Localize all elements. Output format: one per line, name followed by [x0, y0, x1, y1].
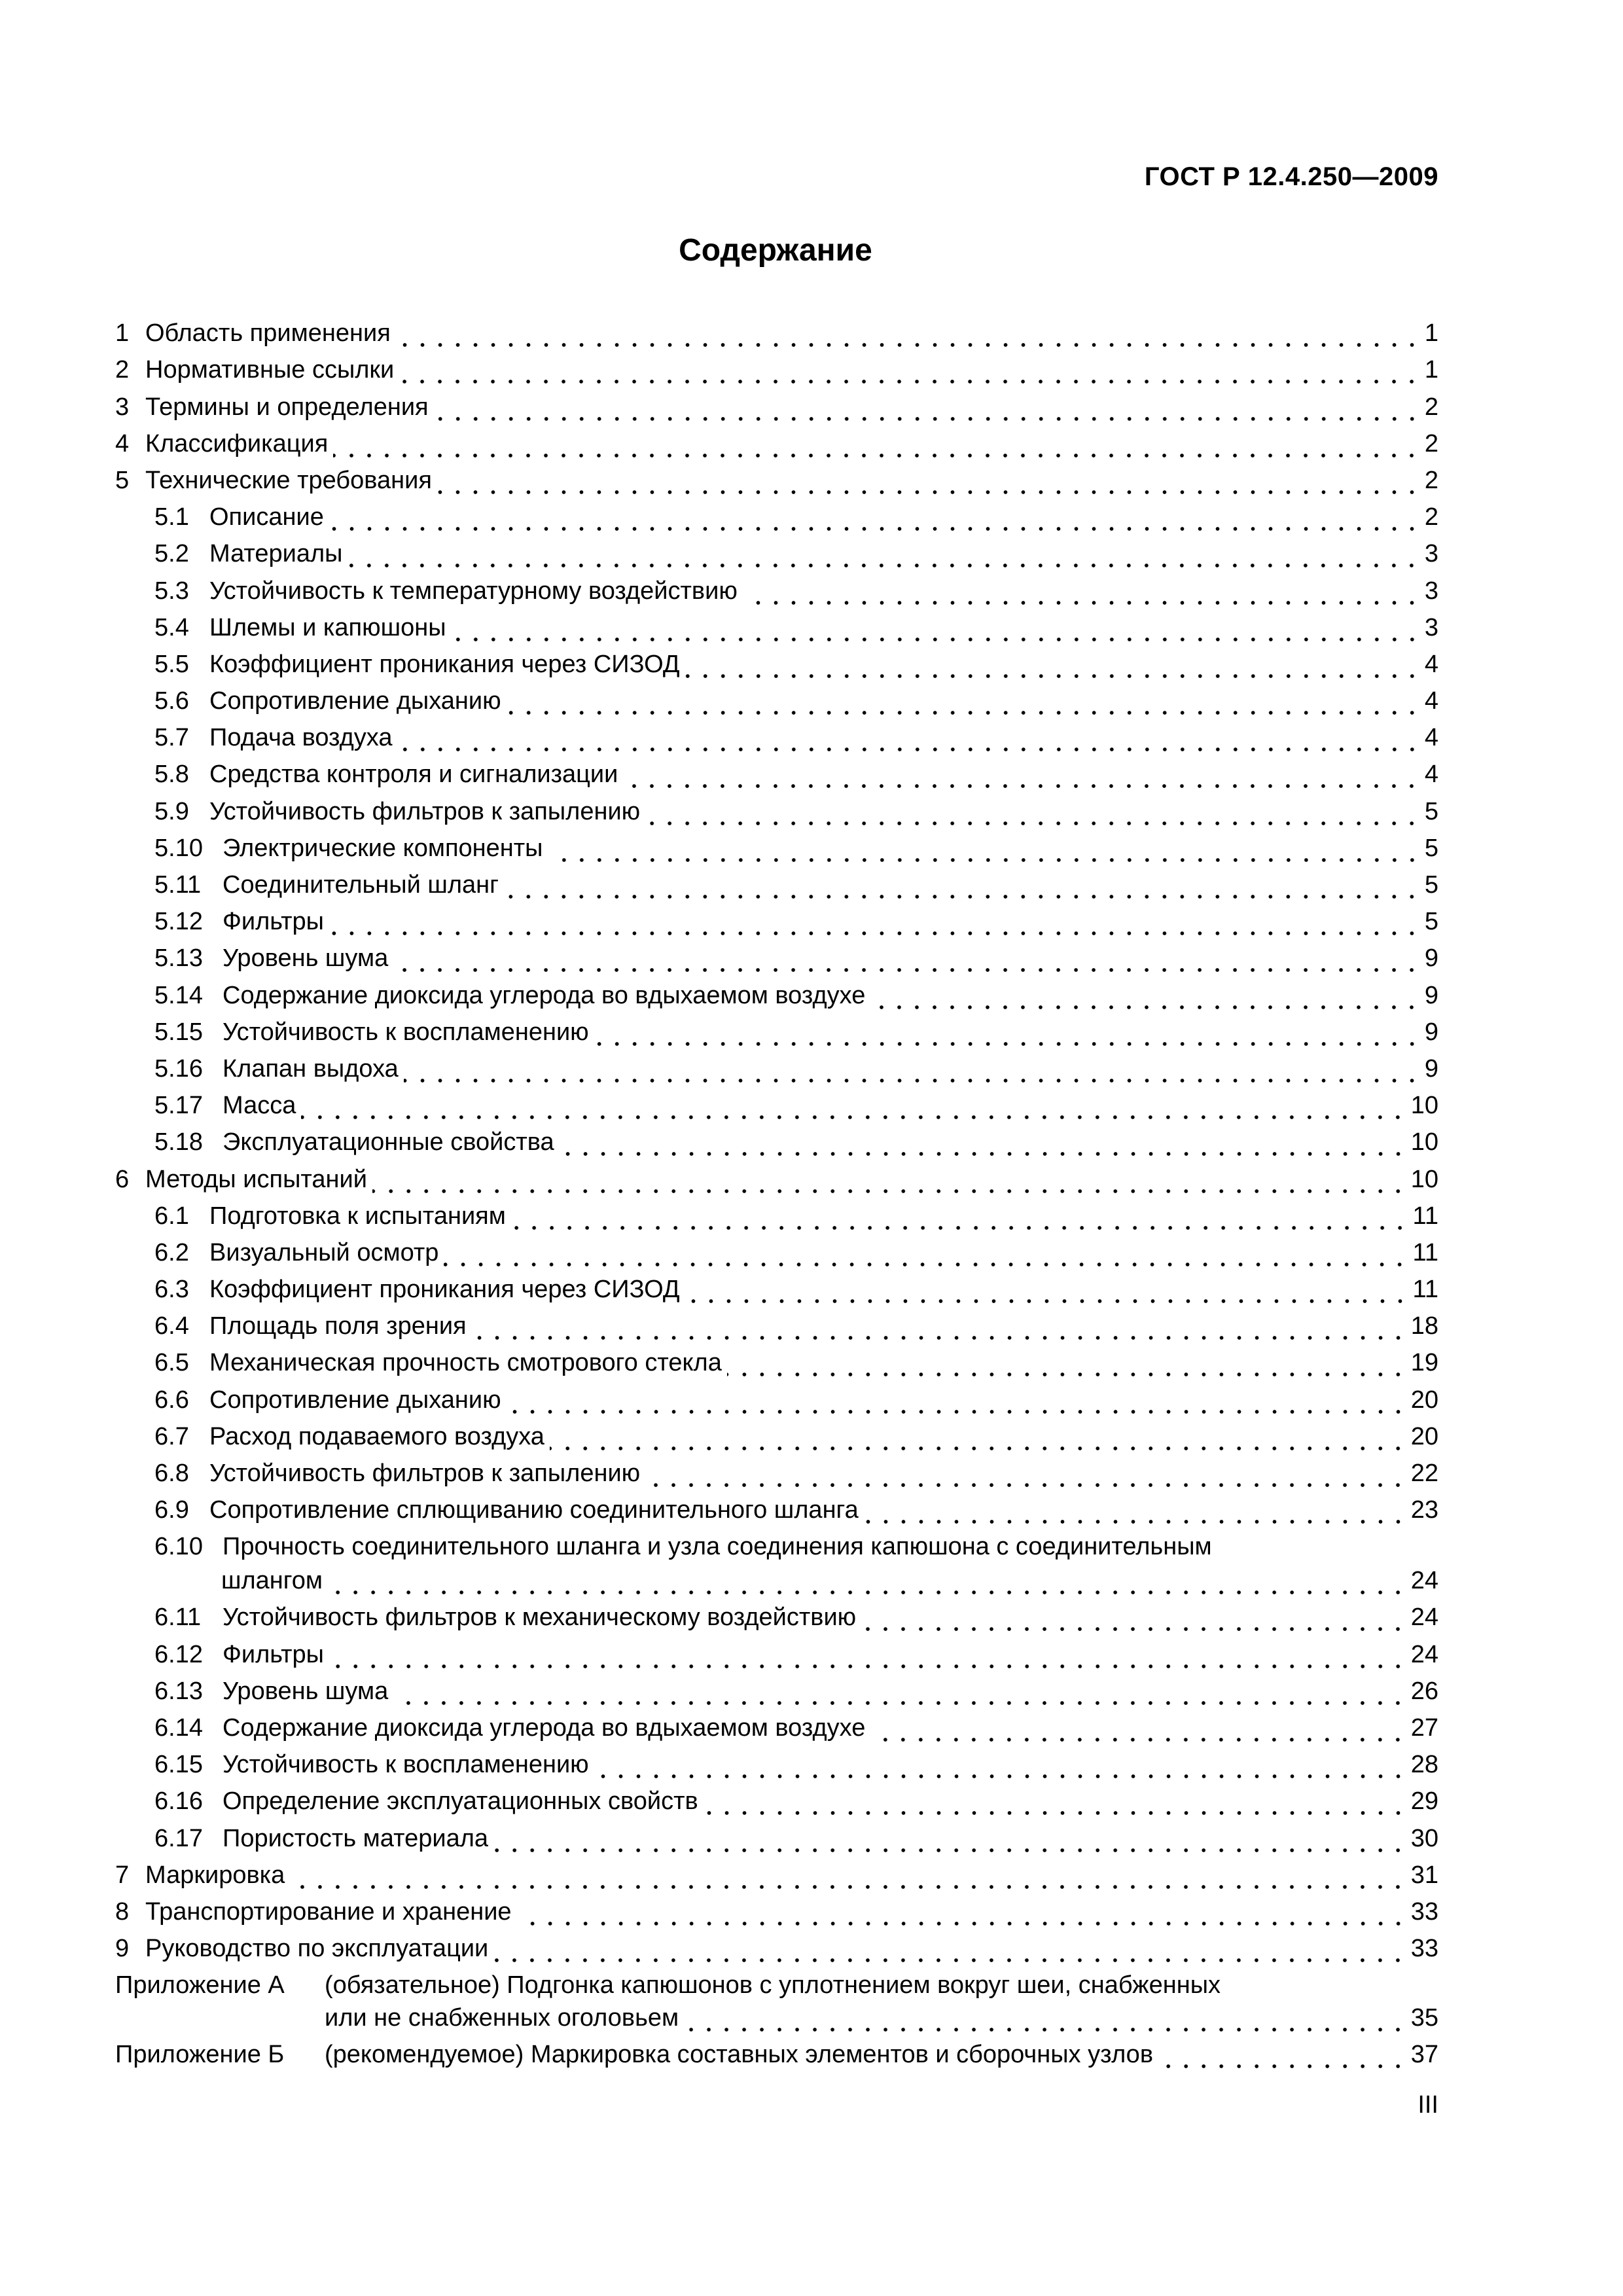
- toc-entry[interactable]: [115, 937, 1438, 973]
- toc-leader-dots: [301, 1090, 1406, 1121]
- toc-entry-page: 5: [1424, 871, 1438, 899]
- toc-entry-number: 6.10: [154, 1533, 203, 1561]
- toc-entry-number: 5.6: [154, 687, 189, 715]
- toc-entry-number: 6.13: [154, 1677, 203, 1705]
- toc-entry-page: 30: [1410, 1824, 1438, 1852]
- toc-entry-number: 2: [115, 356, 130, 384]
- toc-entry-page: 23: [1410, 1496, 1438, 1524]
- toc-entry-label: Сопротивление дыханию: [209, 1386, 501, 1414]
- toc-entry-page: 3: [1424, 613, 1438, 641]
- toc-entry-label: Содержание диоксида углерода во вдыхаемом воздухе: [223, 981, 866, 1009]
- toc-entry[interactable]: [115, 422, 1438, 459]
- toc-leader-dots: [493, 1933, 1406, 1964]
- toc-entry-page: 2: [1424, 466, 1438, 494]
- toc-entry-page: 11: [1412, 1238, 1438, 1266]
- toc-entry-page: 10: [1410, 1128, 1438, 1157]
- toc-entry-page: 4: [1424, 650, 1438, 678]
- toc-entry-number: 5.4: [154, 613, 189, 641]
- toc-entry-page: 10: [1410, 1092, 1438, 1120]
- toc-entry-page: 3: [1424, 540, 1438, 568]
- toc-leader-dots: [645, 797, 1421, 827]
- toc-entry-number: 6.16: [154, 1787, 203, 1816]
- toc-leader-dots: [1158, 2039, 1407, 2070]
- toc-leader-dots: [861, 1602, 1407, 1632]
- toc-entry[interactable]: [115, 1304, 1438, 1341]
- toc-appendix-a[interactable]: [115, 1964, 1438, 2033]
- toc-leader-dots: [727, 1348, 1407, 1378]
- toc-entry-page: 1: [1424, 319, 1438, 348]
- toc-entry-page: 24: [1410, 1640, 1438, 1668]
- toc-entry-page: 9: [1424, 981, 1438, 1009]
- toc-entry-label: Фильтры: [223, 1640, 324, 1668]
- toc-entry-page: 22: [1410, 1460, 1438, 1487]
- toc-entry-label: Руководство по эксплуатации: [145, 1935, 489, 1963]
- toc-entry-number: 9: [115, 1935, 130, 1963]
- toc-entry-page: 35: [1410, 2004, 1438, 2032]
- document-code: ГОСТ Р 12.4.250—2009: [1144, 162, 1438, 191]
- toc-entry-number: 3: [115, 393, 130, 421]
- toc-entry-page: 19: [1410, 1349, 1438, 1377]
- toc-entry-label: Сопротивление дыханию: [209, 687, 501, 715]
- toc-entry[interactable]: [115, 863, 1438, 900]
- toc-entry-page: 20: [1410, 1386, 1438, 1414]
- toc-entry[interactable]: [115, 789, 1438, 826]
- toc-leader-dots: [684, 2003, 1407, 2033]
- toc-entry-number: 5.17: [154, 1092, 203, 1120]
- toc-entry-label: Электрические компоненты: [223, 834, 543, 862]
- toc-entry-label: Клапан выдоха: [223, 1054, 399, 1083]
- toc-leader-dots: [504, 870, 1421, 900]
- toc-entry-label: Коэффициент проникания через СИЗОД: [209, 1276, 680, 1304]
- toc-entry-label: Средства контроля и сигнализации: [209, 761, 618, 789]
- toc-leader-dots: [864, 1495, 1407, 1525]
- toc-leader-dots: [434, 392, 1421, 422]
- toc-entry-page: 5: [1424, 797, 1438, 825]
- toc-entry-number: 5.12: [154, 908, 203, 936]
- toc-entry[interactable]: [115, 1706, 1438, 1743]
- toc-entry-number: 6.1: [154, 1202, 189, 1230]
- toc-leader-dots: [594, 1017, 1421, 1047]
- toc-entry-label: Механическая прочность смотрового стекла: [209, 1349, 722, 1377]
- toc-entry-number: 6.4: [154, 1312, 189, 1340]
- toc-entry[interactable]: [115, 1670, 1438, 1706]
- toc-entry-label: Устойчивость фильтров к запылению: [209, 1460, 641, 1487]
- toc-entry-label: Сопротивление сплющиванию соединительного шланга: [209, 1496, 859, 1524]
- toc-entry-label: Определение эксплуатационных свойств: [223, 1787, 698, 1816]
- toc-entry-number: 7: [115, 1861, 130, 1889]
- toc-leader-dots: [870, 1713, 1406, 1743]
- toc-leader-dots: [517, 1897, 1407, 1927]
- toc-entry-label: Уровень шума: [223, 1677, 389, 1705]
- toc-entry-number: 6.3: [154, 1276, 189, 1304]
- toc-entry[interactable]: [115, 643, 1438, 679]
- toc-entry-label: Уровень шума: [223, 944, 389, 973]
- toc-entry-page: 5: [1424, 908, 1438, 936]
- toc-leader-dots: [329, 1640, 1407, 1670]
- toc-entry[interactable]: [115, 827, 1438, 863]
- toc-entry[interactable]: [115, 1816, 1438, 1853]
- toc-entry-number: 6: [115, 1165, 130, 1193]
- toc-entry-page: 27: [1410, 1713, 1438, 1742]
- toc-entry-page: 10: [1410, 1165, 1438, 1193]
- toc-entry-number: 6.11: [154, 1604, 202, 1632]
- toc-entry[interactable]: [115, 679, 1438, 716]
- toc-entry-page: 9: [1424, 1018, 1438, 1046]
- toc-entry-label: Содержание диоксида углерода во вдыхаемом воздухе: [223, 1713, 866, 1742]
- toc-entry-label: Маркировка: [145, 1861, 285, 1889]
- toc-leader-dots: [393, 943, 1421, 973]
- toc-entry-label: Фильтры: [223, 908, 324, 936]
- toc-entry-label: Пористость материала: [223, 1824, 489, 1852]
- toc-entry-page: 2: [1424, 429, 1438, 457]
- toc-entry-label: Коэффициент проникания через СИЗОД: [209, 650, 680, 678]
- toc-entry[interactable]: [115, 1415, 1438, 1452]
- toc-entry-number: 4: [115, 429, 130, 457]
- toc-entry-number: 6.14: [154, 1713, 203, 1742]
- toc-entry[interactable]: [115, 1632, 1438, 1669]
- toc-entry-number: 5.8: [154, 761, 189, 789]
- toc-entry-number: 6.9: [154, 1496, 189, 1524]
- toc-leader-dots: [560, 1127, 1407, 1157]
- toc-leader-dots: [333, 429, 1421, 459]
- toc-entry[interactable]: [115, 1157, 1438, 1194]
- toc-leader-dots: [870, 980, 1421, 1011]
- toc-entry-label: Масса: [223, 1092, 296, 1120]
- toc-entry[interactable]: [115, 1452, 1438, 1488]
- toc-entry-label: Эксплуатационные свойства: [223, 1128, 554, 1157]
- appendix-title: (обязательное) Подгонка капюшонов с уплотнением вокруг шеи, снабженных: [325, 1971, 1221, 2000]
- toc-entry-label: Расход подаваемого воздуха: [209, 1422, 544, 1450]
- toc-entry-page: 29: [1410, 1787, 1438, 1816]
- toc-leader-dots: [399, 355, 1421, 385]
- toc-entry-number: 6.5: [154, 1349, 189, 1377]
- toc-entry[interactable]: [115, 1194, 1438, 1231]
- toc-entry-label: Подача воздуха: [209, 724, 393, 752]
- toc-entry-number: 6.12: [154, 1640, 203, 1668]
- toc-leader-dots: [594, 1749, 1407, 1780]
- toc-entry-number: 5.5: [154, 650, 189, 678]
- toc-leader-dots: [493, 1823, 1407, 1854]
- toc-entry-number: 5.14: [154, 981, 203, 1009]
- toc-entry-page: 28: [1410, 1751, 1438, 1779]
- appendix-name: Приложение А: [115, 1971, 285, 2000]
- toc-entry-page: 11: [1412, 1202, 1438, 1230]
- toc-entry[interactable]: [115, 1890, 1438, 1927]
- toc-entry-number: 5.16: [154, 1054, 203, 1083]
- toc-entry-number: 6.6: [154, 1386, 189, 1414]
- appendix-title: (рекомендуемое) Маркировка составных элементов и сборочных узлов: [325, 2041, 1154, 2069]
- toc-entry[interactable]: [115, 1596, 1438, 1632]
- toc-entry-page: 26: [1410, 1677, 1438, 1705]
- toc-entry-label: Нормативные ссылки: [145, 356, 395, 384]
- toc-entry-label: Устойчивость к воспламенению: [223, 1018, 589, 1046]
- toc-leader-dots: [348, 539, 1420, 569]
- toc-leader-dots: [290, 1860, 1406, 1890]
- toc-entry[interactable]: [115, 1378, 1438, 1414]
- toc-leader-dots: [507, 1385, 1407, 1415]
- toc-entry[interactable]: [115, 1854, 1438, 1890]
- appendix-title-continued: или не снабженных оголовьем: [325, 2004, 679, 2032]
- toc-entry[interactable]: [115, 1268, 1438, 1304]
- toc-entry-number: 5.15: [154, 1018, 203, 1046]
- toc-leader-dots: [398, 723, 1421, 753]
- toc-leader-dots: [452, 613, 1421, 643]
- toc-entry-page: 11: [1412, 1276, 1438, 1304]
- toc-leader-dots: [396, 318, 1421, 348]
- toc-entry[interactable]: [115, 1927, 1438, 1964]
- toc-entry-label: Транспортирование и хранение: [145, 1897, 512, 1926]
- toc-leader-dots: [550, 1422, 1407, 1452]
- toc-entry-number: 5.11: [154, 871, 202, 899]
- toc-entry-label: Материалы: [209, 540, 343, 568]
- toc-entry-label: Прочность соединительного шланга и узла соединения капюшона с соединительным: [223, 1533, 1212, 1561]
- toc-entry[interactable]: [115, 532, 1438, 569]
- toc-entry-label: Площадь поля зрения: [209, 1312, 467, 1340]
- toc-entry-label: Методы испытаний: [145, 1165, 367, 1193]
- appendix-name: Приложение Б: [115, 2041, 285, 2069]
- toc-entry[interactable]: [115, 348, 1438, 385]
- toc-entry-page: 33: [1410, 1935, 1438, 1963]
- toc-entry-page: 2: [1424, 393, 1438, 421]
- toc-entry-page: 5: [1424, 834, 1438, 862]
- toc-leader-dots: [507, 686, 1421, 716]
- toc-leader-dots: [743, 576, 1421, 606]
- toc-entry[interactable]: [115, 1047, 1438, 1084]
- toc-entry-6-10[interactable]: [115, 1525, 1438, 1596]
- toc-entry-number: 5.13: [154, 944, 203, 973]
- toc-entry-number: 6.17: [154, 1824, 203, 1852]
- toc-leader-dots: [548, 833, 1421, 863]
- toc-entry-number: 6.2: [154, 1238, 189, 1266]
- toc-entry-number: 5.18: [154, 1128, 203, 1157]
- toc-leader-dots: [623, 759, 1420, 789]
- toc-entry-number: 5.10: [154, 834, 203, 862]
- toc-entry-number: 8: [115, 1897, 130, 1926]
- toc-entry-number: 6.15: [154, 1751, 203, 1779]
- toc-leader-dots: [645, 1458, 1407, 1488]
- toc-entry[interactable]: [115, 1231, 1438, 1268]
- toc-leader-dots: [372, 1164, 1407, 1194]
- table-of-contents: [115, 312, 1438, 2070]
- toc-leader-dots: [329, 502, 1421, 532]
- toc-entry[interactable]: [115, 312, 1438, 348]
- toc-entry-label: Классификация: [145, 429, 329, 457]
- toc-entry-page: 20: [1410, 1422, 1438, 1450]
- toc-entry[interactable]: [115, 606, 1438, 643]
- toc-entry[interactable]: [115, 1341, 1438, 1378]
- toc-entry-label: Технические требования: [145, 466, 432, 494]
- toc-entry[interactable]: [115, 1780, 1438, 1816]
- toc-leader-dots: [685, 1274, 1409, 1304]
- toc-entry-number: 5.9: [154, 797, 189, 825]
- toc-entry-label: Шлемы и капюшоны: [209, 613, 446, 641]
- toc-entry-label: Устойчивость к температурному воздействию: [209, 577, 738, 605]
- toc-leader-dots: [328, 1566, 1407, 1596]
- toc-entry-label: Область применения: [145, 319, 391, 348]
- toc-entry-number: 5.3: [154, 577, 189, 605]
- toc-entry[interactable]: [115, 973, 1438, 1010]
- toc-entry[interactable]: [115, 1488, 1438, 1525]
- toc-entry[interactable]: [115, 495, 1438, 532]
- toc-entry[interactable]: [115, 1084, 1438, 1121]
- toc-entry[interactable]: [115, 569, 1438, 605]
- toc-leader-dots: [329, 906, 1421, 937]
- toc-leader-dots: [393, 1676, 1406, 1706]
- toc-entry-label: Описание: [209, 503, 324, 531]
- toc-entry-page: 24: [1410, 1604, 1438, 1632]
- toc-entry[interactable]: [115, 753, 1438, 789]
- toc-entry[interactable]: [115, 716, 1438, 753]
- toc-leader-dots: [472, 1311, 1407, 1341]
- toc-entry[interactable]: [115, 1743, 1438, 1780]
- toc-entry-page: 18: [1410, 1312, 1438, 1340]
- toc-entry[interactable]: [115, 1121, 1438, 1157]
- toc-entry-label: Визуальный осмотр: [209, 1238, 439, 1266]
- toc-entry-page: 2: [1424, 503, 1438, 531]
- page-title: Содержание: [679, 233, 872, 268]
- toc-leader-dots: [685, 649, 1421, 679]
- toc-entry-page: 37: [1410, 2041, 1438, 2069]
- toc-entry-page: 31: [1410, 1861, 1438, 1889]
- toc-entry-page: 1: [1424, 356, 1438, 384]
- toc-appendix-b[interactable]: [115, 2033, 1438, 2070]
- toc-entry-page: 3: [1424, 577, 1438, 605]
- toc-entry-label: Устойчивость фильтров к запылению: [209, 797, 641, 825]
- toc-leader-dots: [404, 1054, 1421, 1084]
- toc-entry-label: Устойчивость к воспламенению: [223, 1751, 589, 1779]
- toc-entry-page: 9: [1424, 944, 1438, 973]
- toc-entry-page: 33: [1410, 1897, 1438, 1926]
- toc-entry-number: 1: [115, 319, 130, 348]
- toc-entry[interactable]: [115, 459, 1438, 495]
- toc-entry-number: 6.7: [154, 1422, 189, 1450]
- toc-entry-number: 5.7: [154, 724, 189, 752]
- page-number: III: [1418, 2091, 1438, 2119]
- toc-entry-page: 4: [1424, 761, 1438, 789]
- toc-entry-label: Термины и определения: [145, 393, 429, 421]
- toc-entry-page: 9: [1424, 1054, 1438, 1083]
- toc-entry-page: 24: [1410, 1567, 1438, 1595]
- toc-entry[interactable]: [115, 1011, 1438, 1047]
- toc-entry[interactable]: [115, 900, 1438, 937]
- toc-entry-number: 6.8: [154, 1460, 189, 1487]
- toc-entry-label: Устойчивость фильтров к механическому воздействию: [223, 1604, 857, 1632]
- toc-entry-number: 5: [115, 466, 130, 494]
- toc-leader-dots: [704, 1786, 1407, 1816]
- toc-entry-label: Подготовка к испытаниям: [209, 1202, 506, 1230]
- toc-entry-number: 5.2: [154, 540, 189, 568]
- toc-entry-page: 4: [1424, 724, 1438, 752]
- toc-leader-dots: [444, 1238, 1408, 1268]
- toc-leader-dots: [437, 465, 1421, 495]
- toc-entry-label-continued: шлангом: [221, 1567, 323, 1595]
- toc-entry-number: 5.1: [154, 503, 189, 531]
- toc-entry-page: 4: [1424, 687, 1438, 715]
- toc-entry[interactable]: [115, 385, 1438, 422]
- toc-leader-dots: [511, 1201, 1409, 1231]
- toc-entry-label: Соединительный шланг: [223, 871, 499, 899]
